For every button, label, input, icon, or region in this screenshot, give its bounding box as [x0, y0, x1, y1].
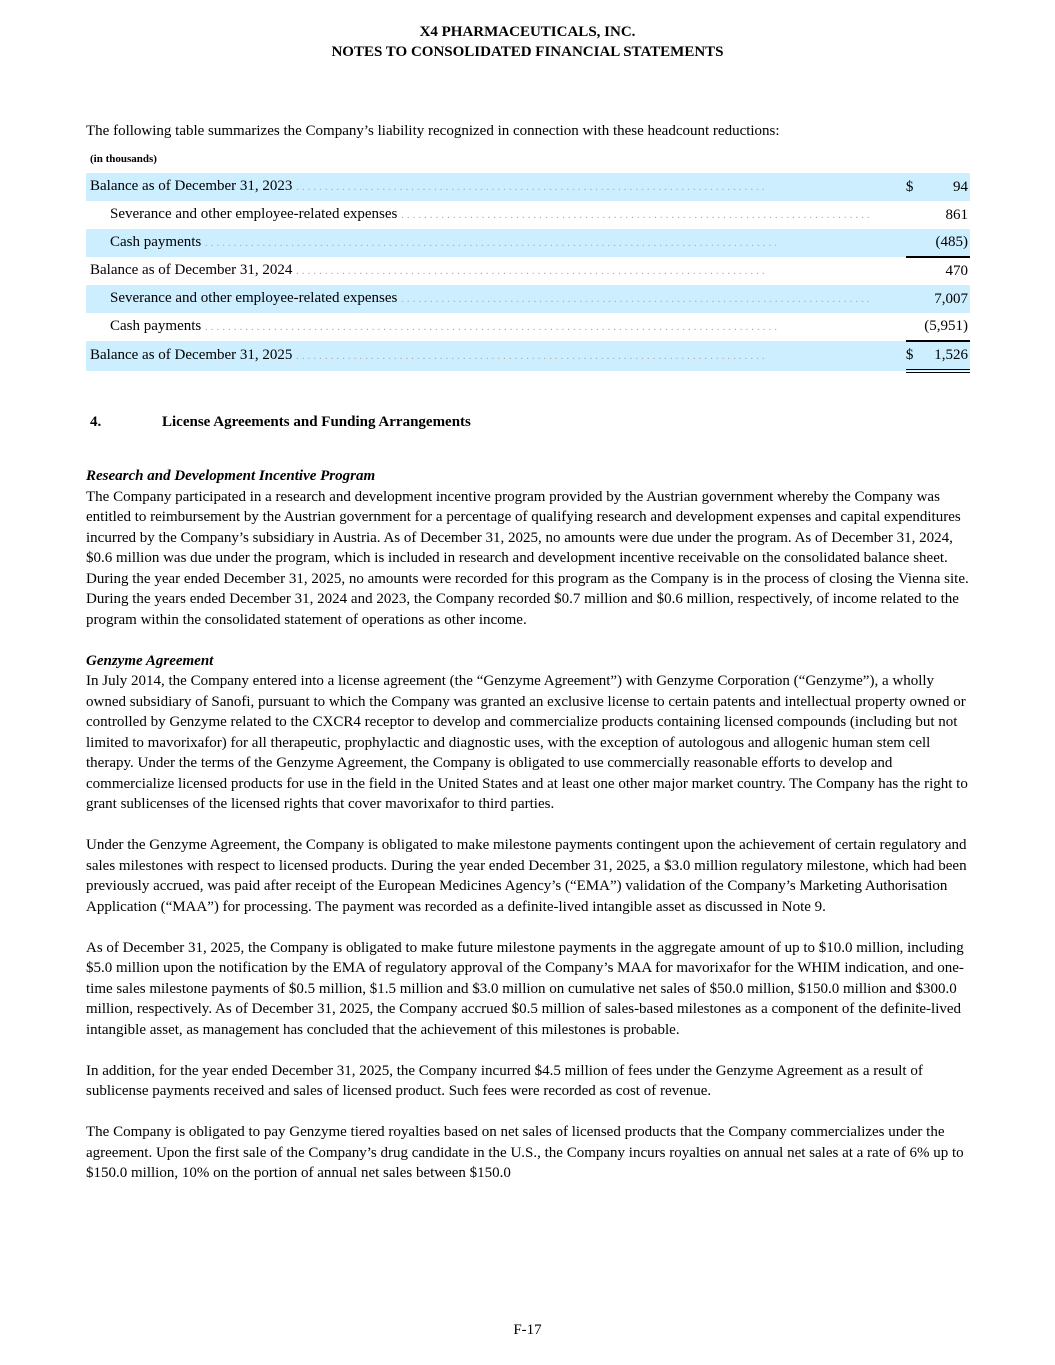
rd-heading: Research and Development Incentive Program: [86, 468, 376, 484]
genzyme-paragraph-3: As of December 31, 2025, the Company is obligated to make future milestone payments in the aggregate amount of up to $10.0 million, including $5.0 million upon the notification by the EMA of regulatory approval of the Company’s MAA for mavorixafor for the WHIM indication, and one-time sales milestone payments of $0.5 million, $1.5 million and $3.0 million on cumulative net sales of $50.0 million, $150.0 million and $300.0 million, respectively. As of December 31, 2025, the Company accrued $0.5 million of sales-based milestones as a component of the definite-lived intangible asset, as management has concluded that the achievement of this milestones is probable.: [86, 939, 964, 1038]
rd-paragraph: The Company participated in a research and development incentive program provided by the Austrian government whereby the Company was entitled to reimbursement by the Austrian government for a percentage of qualifying research and development expenses and capital expenditures incurred by the Company’s subsidiary in Austria. As of December 31, 2025, no amounts were due under the program. As of December 31, 2024, $0.6 million was due under the program, which is included in research and development incentive receivable on the consolidated balance sheet. During the year ended December 31, 2025, no amounts were recorded for this program as the Company is in the process of closing the Vienna site. During the years ended December 31, 2024 and 2023, the Company recorded $0.7 million and $0.6 million, respectively, of income related to the program within the consolidated statement of operations as other income.: [86, 488, 969, 628]
currency-symbol: [906, 257, 924, 285]
row-label: Severance and other employee-related expenses: [110, 206, 398, 222]
page-header: [0, 22, 1055, 62]
row-value: 7,007: [924, 285, 970, 313]
currency-symbol: [906, 285, 924, 313]
genzyme-paragraph-4: In addition, for the year ended December 31, 2025, the Company incurred $4.5 million of fees under the Genzyme Agreement as a result of sublicense payments received and sales of licensed product. Such fees were recorded as cost of revenue.: [86, 1062, 923, 1099]
row-label: Cash payments: [110, 234, 202, 250]
row-value: (485): [924, 229, 970, 257]
table-row: Cash payments .................................................................................................... (5,951): [86, 313, 970, 341]
currency-symbol: [906, 313, 924, 341]
table-intro: The following table summarizes the Company’s liability recognized in connection with these headcount reductions:: [86, 123, 780, 139]
row-value: 861: [945, 206, 968, 223]
table-row: Severance and other employee-related expenses .................................................................................. 861: [86, 201, 970, 229]
row-label: Cash payments: [110, 318, 202, 334]
section-body: [86, 466, 970, 1204]
row-value: 1,526: [924, 341, 970, 371]
genzyme-paragraph-2: Under the Genzyme Agreement, the Company is obligated to make milestone payments contingent upon the achievement of certain regulatory and sales milestones with respect to licensed products. During the year ended December 31, 2025, a $3.0 million regulatory milestone, which had been previously accrued, was paid after receipt of the European Medicines Agency’s (“EMA”) validation of the Company’s Marketing Authorisation Application (“MAA”) for processing. The payment was recorded as a definite-lived intangible asset as discussed in Note 9.: [86, 837, 967, 915]
table-row: Balance as of December 31, 2025 .................................................................................. $ 1,526: [86, 341, 970, 371]
currency-symbol: [906, 229, 924, 257]
table-row: Cash payments .................................................................................................... (485): [86, 229, 970, 257]
currency-symbol: $: [906, 341, 924, 371]
genzyme-heading: Genzyme Agreement: [86, 652, 214, 669]
table-unit-label: (in thousands): [90, 153, 157, 165]
currency-symbol: [906, 201, 924, 229]
row-value: 94: [924, 173, 970, 201]
table-row: Balance as of December 31, 2023 .................................................................................. $ 94: [86, 173, 970, 201]
genzyme-paragraph-1: In July 2014, the Company entered into a license agreement (the “Genzyme Agreement”) with Genzyme Corporation (“Genzyme”), a wholly owned subsidiary of Sanofi, pursuant to which the Company was granted an exclusive license to certain patents and intellectual property owned or controlled by Genzyme related to the CXCR4 receptor to develop and commercialize products containing licensed compounds (including but not limited to mavorixafor) for all therapeutic, prophylactic and diagnostic uses, with the exception of autologous and allogenic human stem cell therapy. Under the terms of the Genzyme Agreement, the Company is obligated to use commercially reasonable efforts to develop and commercialize licensed products for use in the field in the United States and at least one other major market country. The Company has the right to grant sublicenses of the licensed rights that cover mavorixafor to third parties.: [86, 673, 968, 812]
document-title: NOTES TO CONSOLIDATED FINANCIAL STATEMENTS: [331, 44, 724, 60]
headcount-liability-table: [86, 173, 970, 373]
section-number: 4.: [90, 414, 102, 430]
row-label: Balance as of December 31, 2024: [90, 262, 293, 278]
row-value: (5,951): [924, 313, 970, 341]
section-heading: [90, 414, 471, 431]
row-label: Balance as of December 31, 2025: [90, 347, 293, 363]
genzyme-paragraph-5: The Company is obligated to pay Genzyme tiered royalties based on net sales of licensed products that the Company commercializes under the agreement. Upon the first sale of the Company’s drug candidate in the U.S., the Company incurs royalties on annual net sales at a rate of 6% up to $150.0 million, 10% on the portion of annual net sales between $150.0: [86, 1124, 964, 1181]
table-row: Balance as of December 31, 2024 .................................................................................. 470: [86, 257, 970, 285]
row-label: Severance and other employee-related expenses: [110, 290, 398, 306]
table-row: Severance and other employee-related expenses .................................................................................. 7,007: [86, 285, 970, 313]
row-value: 470: [945, 263, 968, 279]
currency-symbol: $: [906, 173, 924, 201]
section-title: License Agreements and Funding Arrangements: [162, 414, 471, 430]
row-label: Balance as of December 31, 2023: [90, 178, 293, 194]
page-number: F-17: [513, 1322, 542, 1338]
company-name: X4 PHARMACEUTICALS, INC.: [419, 24, 636, 40]
